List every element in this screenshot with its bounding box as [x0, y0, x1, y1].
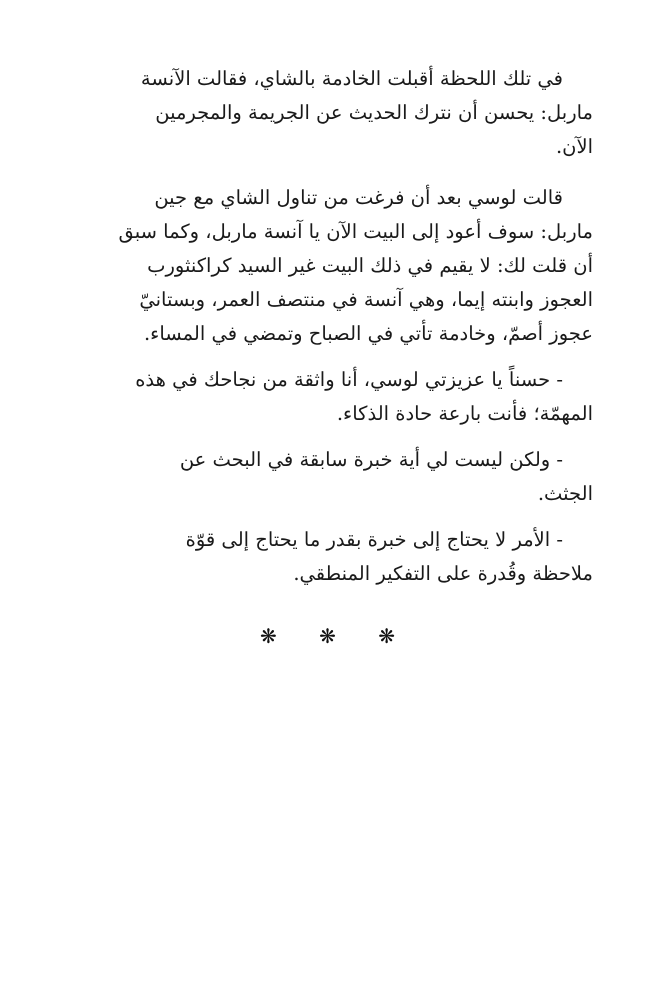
paragraph-lucy-leaves: قالت لوسي بعد أن فرغت من تناول الشاي مع جين ماربل: سوف أعود إلى البيت الآن يا آنسة ماربل، وكما سبق أن قلت لك: لا يقيم في ذلك البيت غير السيد كراكنثورب العجوز وابنته إيما، وهي آنسة في منتصف العمر، وبستانيّ عجوز أصمّ، وخادمة تأتي في الصباح وتمضي في المساء. — [118, 186, 593, 345]
dialogue-line-confidence: - حسناً يا عزيزتي لوسي، أنا واثقة من نجاحك في هذه المهمّة؛ فأنت بارعة حادة الذكاء. — [135, 368, 593, 425]
dialogue-line-observation: - الأمر لا يحتاج إلى خبرة بقدر ما يحتاج إلى قوّة ملاحظة وقُدرة على التفكير المنطقي. — [185, 528, 593, 585]
dialogue-line-no-experience: - ولكن ليست لي أية خبرة سابقة في البحث عن الجثث. — [179, 448, 593, 505]
section-break-ornament: ❋ ❋ ❋ — [260, 624, 413, 648]
book-page — [62, 62, 593, 653]
paragraph-tea-arrives: في تلك اللحظة أقبلت الخادمة بالشاي، فقالت الآنسة ماربل: يحسن أن نترك الحديث عن الجريمة والمجرمين الآن. — [140, 67, 593, 158]
